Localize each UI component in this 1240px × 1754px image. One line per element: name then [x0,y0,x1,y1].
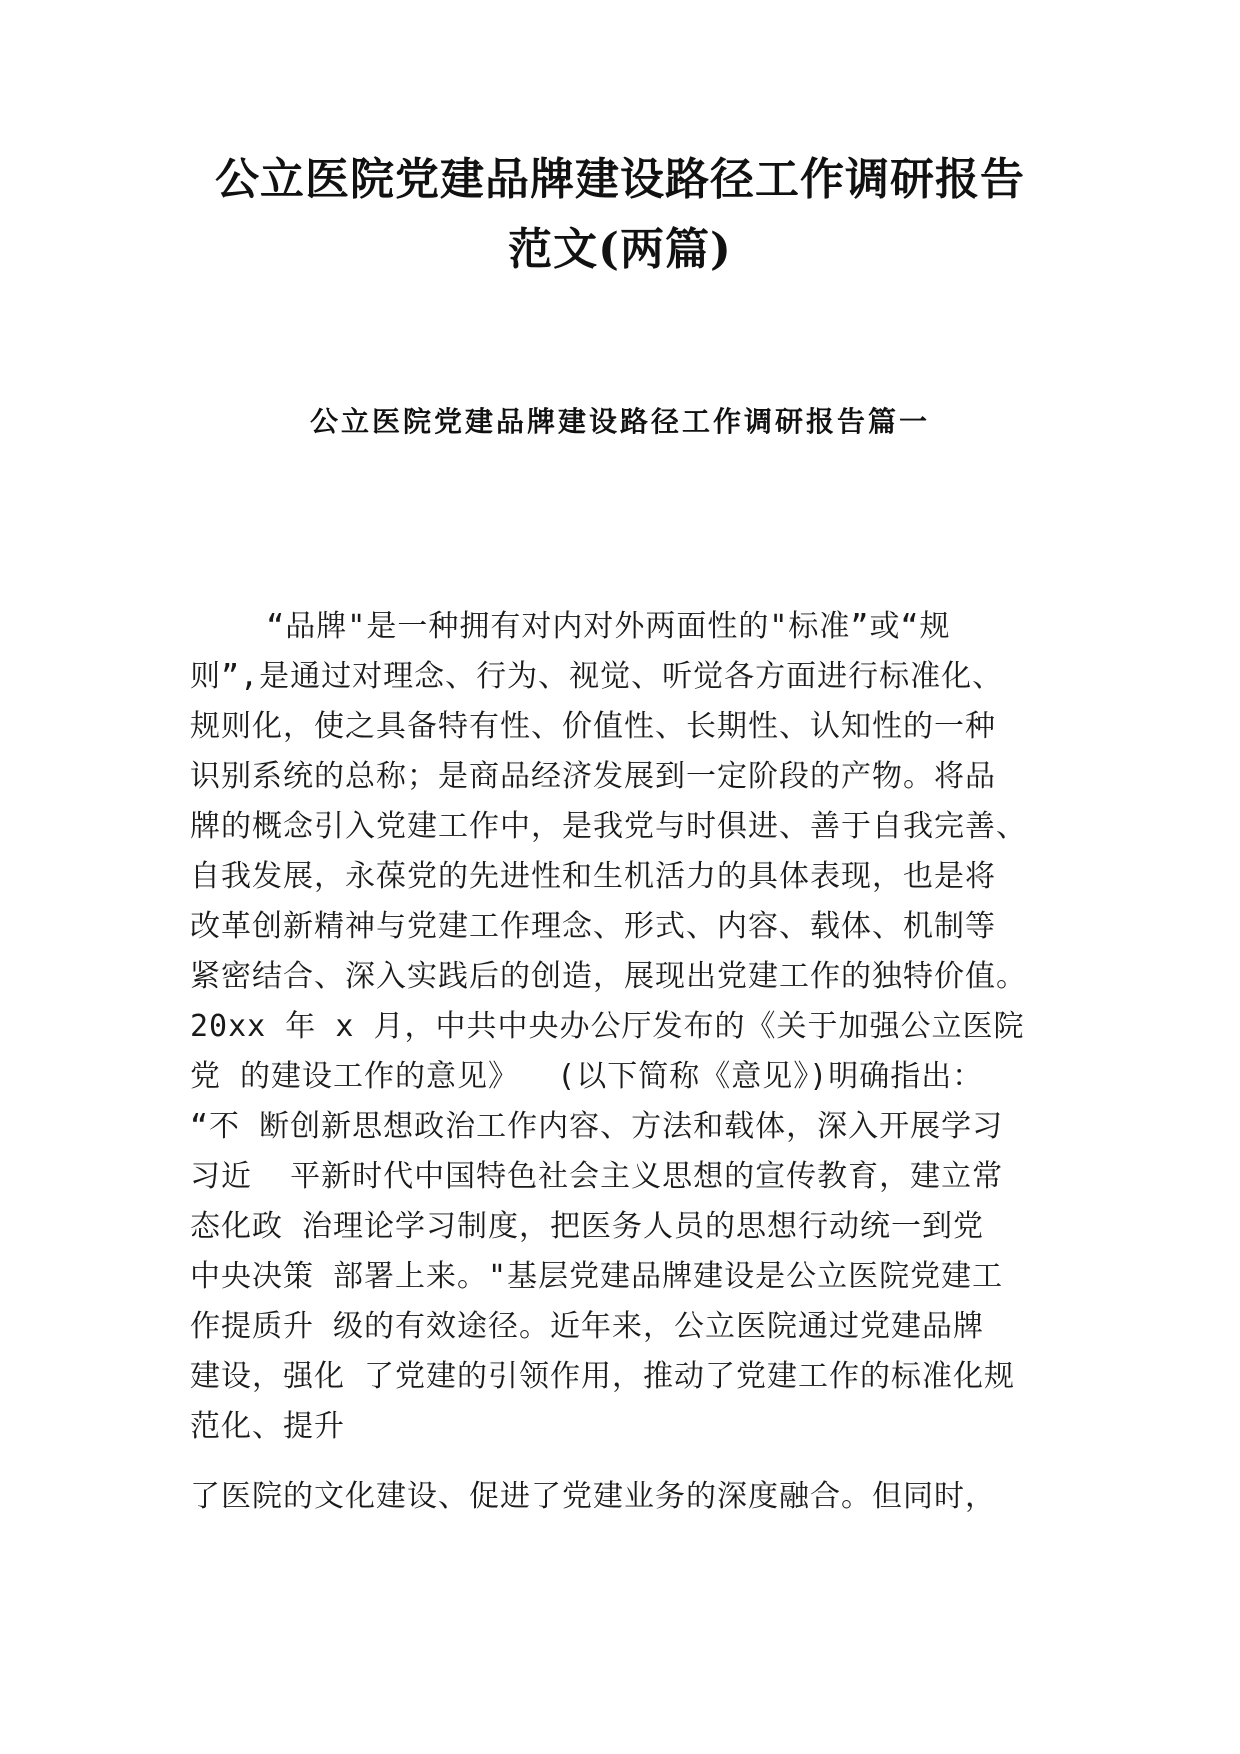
body-line: 建设，强化 了党建的引领作用，推动了党建工作的标准化规 [190,1359,1016,1394]
body-line: “不 断创新思想政治工作内容、方法和载体，深入开展学习 [190,1109,1004,1144]
body-line: 习近 平新时代中国特色社会主义思想的宣传教育，建立常 [190,1159,1004,1194]
body-line: 牌的概念引入党建工作中，是我党与时俱进、善于自我完善、 [190,809,1027,844]
document-title-line-2: 范文(两篇) [508,224,732,275]
body-line: 中央决策 部署上来。"基层党建品牌建设是公立医院党建工 [190,1259,1004,1294]
body-line: 则”,是通过对理念、行为、视觉、听觉各方面进行标准化、 [190,659,1004,694]
body-line: “品牌"是一种拥有对内对外两面性的"标准”或“规 [190,609,951,644]
body-line: 态化政 治理论学习制度，把医务人员的思想行动统一到党 [190,1209,985,1244]
body-line: 20xx 年 x 月，中共中央办公厅发布的《关于加强公立医院 [190,1009,1025,1044]
body-line: 识别系统的总称；是商品经济发展到一定阶段的产物。将品 [190,759,996,794]
body-line: 了医院的文化建设、促进了党建业务的深度融合。但同时， [190,1479,996,1514]
body-line: 改革创新精神与党建工作理念、形式、内容、载体、机制等 [190,909,996,944]
section-heading: 公立医院党建品牌建设路径工作调研报告篇一 [309,405,930,438]
body-line: 范化、提升 [190,1409,345,1444]
document-title-line-1: 公立医院党建品牌建设路径工作调研报告 [215,154,1025,205]
body-line: 紧密结合、深入实践后的创造，展现出党建工作的独特价值。 [190,959,1027,994]
body-line: 规则化，使之具备特有性、价值性、长期性、认知性的一种 [190,709,996,744]
body-line: 作提质升 级的有效途径。近年来，公立医院通过党建品牌 [190,1309,985,1344]
body-line: 党 的建设工作的意见》 (以下简称《意见》)明确指出： [190,1059,984,1094]
body-line: 自我发展，永葆党的先进性和生机活力的具体表现，也是将 [190,859,996,894]
